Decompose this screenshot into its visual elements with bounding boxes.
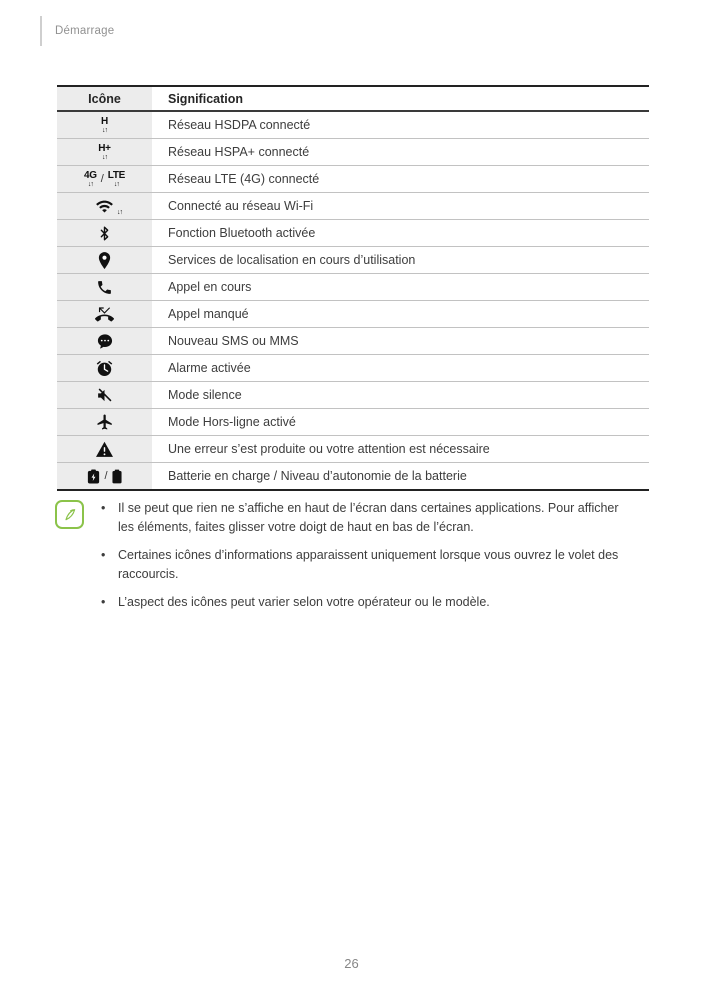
- note-list: [101, 499, 633, 621]
- note-item: [101, 499, 633, 537]
- meaning-cell: Alarme activée: [168, 361, 251, 375]
- table-row: [57, 247, 649, 274]
- header-rule: [40, 16, 42, 46]
- icon-cell: [57, 112, 152, 138]
- note-item: [101, 593, 633, 612]
- bullet-glyph: •: [101, 548, 106, 562]
- meaning-cell: Fonction Bluetooth activée: [168, 226, 316, 240]
- meaning-cell: Mode silence: [168, 388, 242, 402]
- table-row: [57, 139, 649, 166]
- table-row: [57, 409, 649, 436]
- table-row: [57, 301, 649, 328]
- table-row: [57, 220, 649, 247]
- bluetooth-icon: [99, 225, 110, 242]
- hspa-plus-network-icon: H+ ↓↑: [98, 142, 111, 161]
- mute-icon: [96, 387, 113, 404]
- notes-block: [55, 499, 633, 621]
- battery-icon: /: [87, 469, 121, 484]
- status-icon-table: [57, 85, 649, 491]
- location-icon: [97, 251, 112, 270]
- note-text: Certaines icônes d’informations apparaissent uniquement lorsque vous ouvrez le volet des raccourcis.: [118, 548, 619, 581]
- icon-cell: [57, 139, 152, 165]
- wifi-icon: ↓↑: [95, 198, 114, 214]
- meaning-cell: Une erreur s’est produite ou votre attention est nécessaire: [168, 442, 490, 456]
- icon-cell: [57, 247, 152, 273]
- warning-icon: [95, 441, 114, 458]
- page-number: 26: [344, 956, 359, 971]
- hsdpa-network-icon: H ↓↑: [101, 115, 108, 134]
- table-row: [57, 436, 649, 463]
- note-text: Il se peut que rien ne s’affiche en haut de l’écran dans certaines applications. Pour afficher les éléments, faites glisser votre doigt de haut en bas de l’écran.: [118, 501, 619, 534]
- meaning-cell: Batterie en charge / Niveau d’autonomie de la batterie: [168, 469, 467, 483]
- note-icon: [55, 500, 84, 529]
- table-row: [57, 355, 649, 382]
- icon-cell: [57, 220, 152, 246]
- breadcrumb: Démarrage: [55, 25, 115, 37]
- table-row: [57, 193, 649, 220]
- meaning-cell: Réseau HSPA+ connecté: [168, 145, 310, 159]
- bullet-glyph: •: [101, 595, 106, 609]
- table-row: [57, 382, 649, 409]
- table-row: [57, 328, 649, 355]
- missed-call-icon: [95, 305, 114, 324]
- icon-cell: [57, 274, 152, 300]
- icon-cell: [57, 409, 152, 435]
- icon-cell: [57, 301, 152, 327]
- icon-cell: [57, 463, 152, 489]
- lte-4g-network-icon: 4G ↓↑ / LTE ↓↑: [83, 169, 126, 188]
- table-row: [57, 112, 649, 139]
- table-header-row: [57, 87, 649, 112]
- meaning-cell: Réseau LTE (4G) connecté: [168, 172, 320, 186]
- table-row: [57, 463, 649, 491]
- icon-table-body: [57, 112, 649, 491]
- meaning-cell: Services de localisation en cours d’utilisation: [168, 253, 416, 267]
- message-icon: [96, 333, 114, 350]
- meaning-column-header: Signification: [168, 91, 243, 106]
- icon-cell: [57, 328, 152, 354]
- meaning-cell: Connecté au réseau Wi-Fi: [168, 199, 314, 213]
- table-row: [57, 166, 649, 193]
- meaning-cell: Nouveau SMS ou MMS: [168, 334, 299, 348]
- icon-cell: [57, 166, 152, 192]
- call-icon: [96, 279, 113, 296]
- meaning-cell: Réseau HSDPA connecté: [168, 118, 311, 132]
- icon-cell: [57, 193, 152, 219]
- meaning-cell: Appel en cours: [168, 280, 252, 294]
- meaning-cell: Appel manqué: [168, 307, 249, 321]
- alarm-icon: [95, 359, 114, 378]
- icon-column-header: Icône: [57, 87, 152, 110]
- table-row: [57, 274, 649, 301]
- note-item: [101, 546, 633, 584]
- meaning-cell: Mode Hors-ligne activé: [168, 415, 296, 429]
- icon-cell: [57, 355, 152, 381]
- running-header: [40, 16, 114, 46]
- icon-cell: [57, 382, 152, 408]
- airplane-icon: [96, 413, 114, 431]
- bullet-glyph: •: [101, 501, 106, 515]
- icon-cell: [57, 436, 152, 462]
- note-text: L’aspect des icônes peut varier selon votre opérateur ou le modèle.: [118, 595, 490, 609]
